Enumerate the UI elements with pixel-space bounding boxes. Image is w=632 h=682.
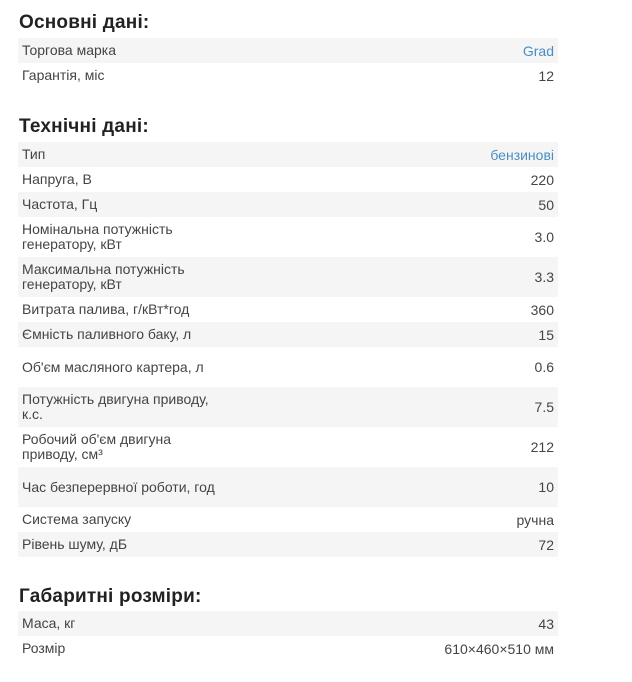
spec-row (18, 217, 558, 257)
spec-row (18, 257, 558, 297)
spec-value: 610×460×510 мм (444, 640, 554, 657)
spec-key: Напруга, В (22, 171, 92, 187)
spec-row (18, 636, 558, 661)
spec-key: Робочий об'єм двигуна приводу, см³ (22, 431, 172, 462)
section-title-technical: Технічні дані: (19, 116, 149, 137)
spec-key: Об'єм масляного картера, л (22, 358, 204, 375)
spec-row (18, 387, 558, 427)
spec-key: Час безперервної роботи, год (22, 478, 215, 495)
spec-value: ручна (516, 511, 554, 528)
spec-row (18, 192, 558, 217)
spec-row (18, 347, 558, 387)
spec-row (18, 63, 558, 88)
spec-value: 12 (538, 67, 554, 84)
spec-value: 3.0 (534, 229, 554, 245)
spec-value: 72 (538, 536, 554, 553)
spec-value: 0.6 (534, 359, 554, 375)
spec-key: Система запуску (22, 511, 132, 527)
spec-key: Маса, кг (22, 615, 76, 631)
spec-value: 50 (538, 196, 554, 213)
technical-specs-table (18, 142, 558, 557)
spec-key: Рівень шуму, дБ (22, 536, 128, 552)
basic-specs-table (18, 38, 558, 88)
spec-value: 15 (538, 326, 554, 343)
section-title-basic: Основні дані: (19, 12, 150, 33)
spec-key: Потужність двигуна приводу, к.с. (22, 391, 209, 422)
spec-key: Витрата палива, г/кВт*год (22, 301, 190, 317)
spec-row (18, 611, 558, 636)
spec-key: Розмір (22, 640, 66, 656)
spec-row (18, 467, 558, 507)
spec-key: Тип (22, 146, 46, 162)
spec-row (18, 532, 558, 557)
spec-value: 212 (530, 439, 554, 455)
section-title-dimensions: Габаритні розміри: (19, 586, 202, 607)
spec-value: 7.5 (534, 399, 554, 415)
spec-value: 43 (538, 615, 554, 632)
spec-key: Номінальна потужність генератору, кВт (22, 221, 173, 252)
spec-value: 360 (530, 301, 554, 318)
dimensions-table (18, 611, 558, 661)
spec-row (18, 142, 558, 167)
spec-row (18, 507, 558, 532)
type-link[interactable]: бензинові (490, 146, 554, 163)
brand-link[interactable]: Grad (522, 42, 554, 59)
spec-value: 10 (538, 479, 554, 495)
spec-key: Ємність паливного баку, л (22, 326, 192, 342)
spec-key: Максимальна потужність генератору, кВт (22, 261, 185, 292)
spec-row (18, 38, 558, 63)
spec-row (18, 322, 558, 347)
spec-key: Торгова марка (22, 42, 116, 58)
spec-row (18, 167, 558, 192)
spec-key: Гарантія, міс (22, 67, 105, 83)
spec-value: 3.3 (534, 269, 554, 285)
spec-row (18, 297, 558, 322)
spec-value: 220 (530, 171, 554, 188)
spec-row (18, 427, 558, 467)
spec-key: Частота, Гц (22, 196, 98, 212)
